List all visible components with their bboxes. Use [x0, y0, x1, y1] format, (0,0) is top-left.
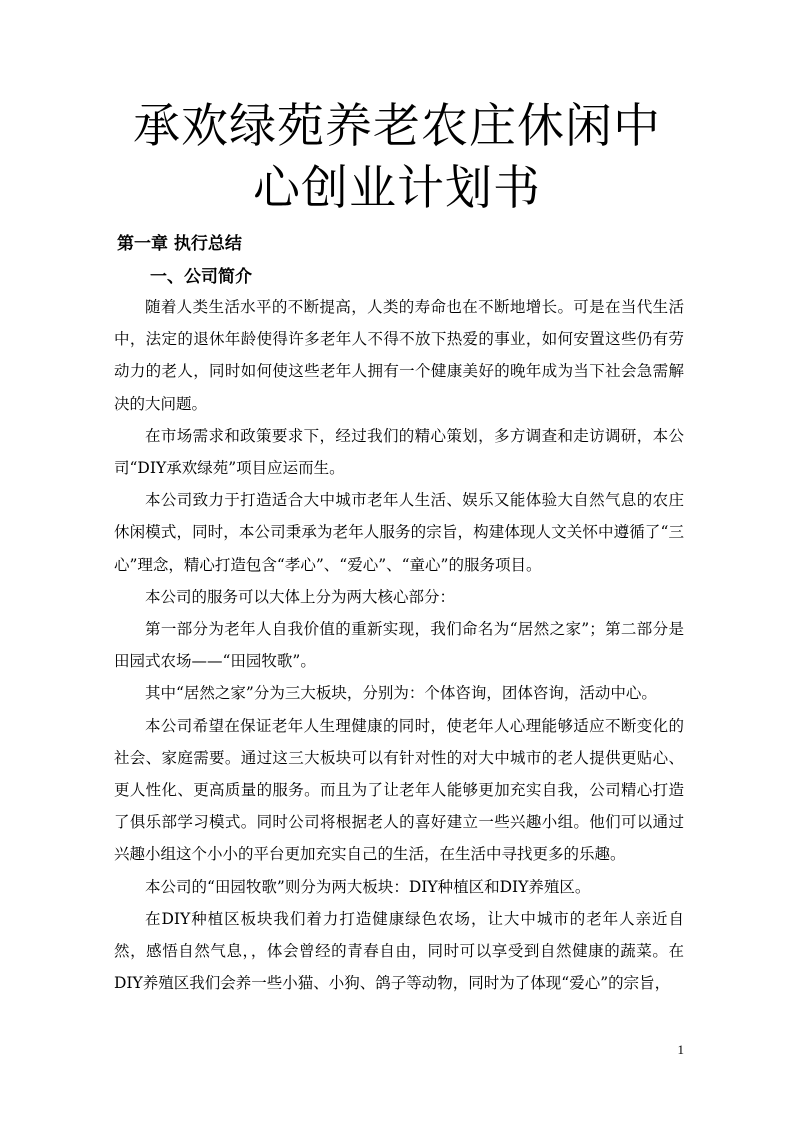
- paragraph: 其中“居然之家”分为三大板块，分别为：个体咨询，团体咨询，活动中心。: [145, 684, 657, 703]
- paragraph: 本公司致力于打造适合大中城市老年人生活、娱乐又能体验大自然气息的农庄休闲模式，同时，本公司秉承为老年人服务的宗旨，构建体现人文关怀中遵循了“三心”理念，精心打造包含“孝心”、“爱心”、“童心”的服务项目。: [114, 491, 684, 574]
- document-title: [100, 96, 694, 220]
- body-text: [114, 291, 684, 999]
- page-number: 1: [677, 1042, 684, 1057]
- paragraph: 本公司希望在保证老年人生理健康的同时，使老年人心理能够适应不断变化的社会、家庭需要。通过这三大板块可以有针对性的对大中城市的老人提供更贴心、更人性化、更高质量的服务。而且为了让老年人能够更加充实自我，公司精心打造了俱乐部学习模式。同时公司将根据老人的喜好建立一些兴趣小组。他们可以通过兴趣小组这个小小的平台更加充实自己的生活，在生活中寻找更多的乐趣。: [114, 716, 684, 864]
- title-line-2: 心创业计划书: [253, 161, 541, 216]
- section-heading: 一、公司简介: [150, 267, 252, 287]
- paragraph: 在DIY种植区板块我们着力打造健康绿色农场，让大中城市的老年人亲近自然，感悟自然气息，，体会曾经的青春自由，同时可以享受到自然健康的蔬菜。在DIY养殖区我们会养一些小猫、小狗、鸽子等动物，同时为了体现“爱心”的宗旨，: [114, 909, 684, 993]
- paragraph: 本公司的服务可以大体上分为两大核心部分：: [145, 587, 456, 606]
- paragraph: 在市场需求和政策要求下，经过我们的精心策划，多方调查和走访调研，本公司“DIY承欢绿苑”项目应运而生。: [114, 426, 684, 478]
- paragraph: 随着人类生活水平的不断提高，人类的寿命也在不断地增长。可是在当代生活中，法定的退休年龄使得许多老年人不得不放下热爱的事业，如何安置这些仍有劳动力的老人，同时如何使这些老年人拥有一个健康美好的晚年成为当下社会急需解决的大问题。: [114, 298, 684, 413]
- paragraph: 本公司的“田园牧歌”则分为两大板块：DIY种植区和DIY养殖区。: [145, 877, 591, 896]
- chapter-heading: 第一章 执行总结: [117, 234, 242, 254]
- paragraph: 第一部分为老年人自我价值的重新实现，我们命名为“居然之家”；第二部分是田园式农场——“田园牧歌”。: [114, 620, 684, 671]
- title-line-1: 承欢绿苑养老农庄休闲中: [133, 99, 661, 154]
